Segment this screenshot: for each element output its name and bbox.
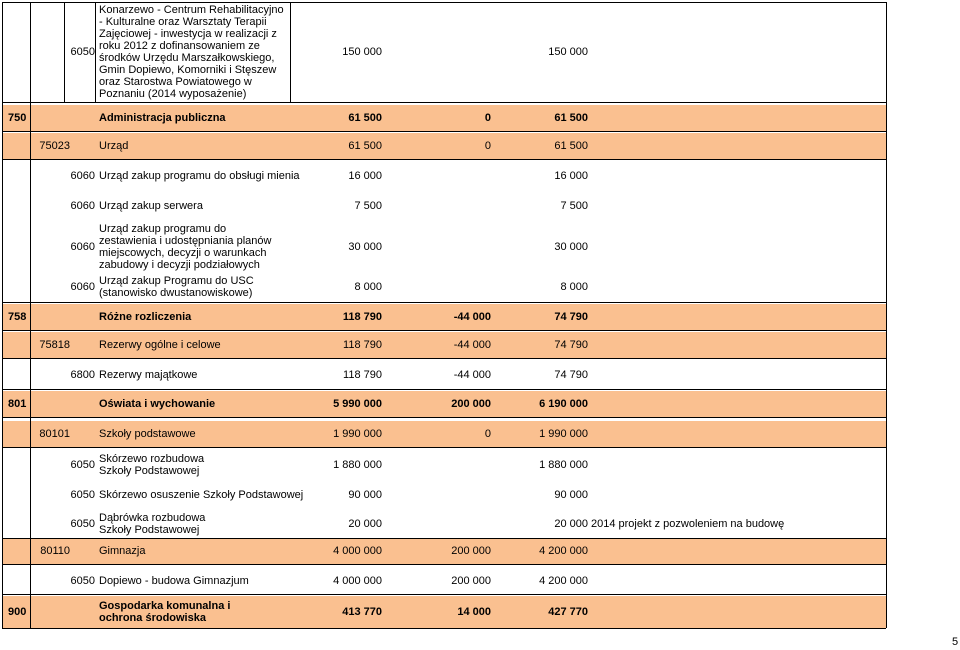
plan-value: 118 790 — [343, 369, 382, 381]
plan-value: 16 000 — [348, 170, 382, 182]
task-name: Różne rozliczenia — [99, 311, 192, 323]
plan-value: 118 790 — [342, 311, 382, 323]
after-change-value: 7 500 — [560, 200, 588, 212]
paragraph-code: 6050 — [70, 518, 95, 530]
task-name: Szkoły podstawowe — [99, 428, 196, 440]
plan-value: 118 790 — [343, 339, 382, 351]
grid-line — [2, 102, 886, 103]
grid-line — [2, 417, 886, 418]
grid-line — [2, 447, 886, 448]
page-number: 5 — [952, 636, 959, 648]
task-name: Rezerwy ogólne i celowe — [99, 339, 221, 351]
chapter-code: 75023 — [39, 140, 70, 152]
plan-value: 5 990 000 — [333, 398, 382, 410]
task-name: Urząd zakup serwera — [99, 200, 203, 212]
chapter-code: 80110 — [40, 545, 70, 557]
paragraph-code: 6060 — [70, 281, 95, 293]
after-change-value: 61 500 — [554, 112, 588, 124]
grid-line — [2, 594, 886, 595]
chapter-code: 75818 — [39, 339, 70, 351]
paragraph-code: 6050 — [70, 575, 95, 587]
grid-line — [2, 538, 886, 539]
paragraph-code: 6050 — [70, 489, 95, 501]
grid-line — [2, 2, 886, 3]
after-change-value: 8 000 — [560, 281, 588, 293]
task-name: Konarzewo - Centrum Rehabilitacyjno - Kulturalne oraz Warsztaty Terapii Zajęciowej - inwestycja w realizacji z roku 2012 z dofinansowaniem ze środków Urzędu Marszałkowskiego, Gmin Dopiewo, Komorniki i Stęszew oraz Starostwa Powiatowego w Poznaniu (2014 wyposażenie) — [99, 4, 284, 100]
change-value: -44 000 — [453, 339, 491, 351]
grid-line — [2, 330, 886, 331]
task-name: Rezerwy majątkowe — [99, 369, 198, 381]
plan-value: 7 500 — [354, 200, 382, 212]
plan-value: 61 500 — [348, 112, 382, 124]
table-row — [2, 304, 886, 330]
table-row — [2, 509, 886, 539]
paragraph-code: 6060 — [70, 170, 95, 182]
grid-line — [2, 131, 886, 132]
task-name: Urząd — [99, 140, 129, 152]
paragraph-code: 6050 — [70, 459, 95, 471]
task-name: Dopiewo - budowa Gimnazjum — [99, 575, 249, 587]
after-change-value: 427 770 — [548, 606, 588, 618]
grid-line — [2, 302, 886, 303]
plan-value: 1 990 000 — [333, 428, 382, 440]
change-value: 200 000 — [451, 575, 491, 587]
table-row — [2, 133, 886, 159]
change-value: 0 — [484, 112, 491, 124]
task-name: Urząd zakup programu do zestawienia i udostępniania planów miejscowych, decyzji o warunkach zabudowy i decyzji podziałowych — [99, 223, 272, 271]
paragraph-code: 6050 — [70, 46, 95, 58]
section-code: 758 — [8, 311, 27, 323]
task-name: Administracja publiczna — [99, 112, 226, 124]
plan-value: 8 000 — [354, 281, 382, 293]
change-value: 0 — [484, 140, 491, 152]
plan-value: 4 000 000 — [333, 575, 382, 587]
table-row — [2, 391, 886, 417]
after-change-value: 16 000 — [554, 170, 588, 182]
table-row — [2, 193, 886, 219]
plan-value: 30 000 — [348, 241, 382, 253]
plan-value: 4 000 000 — [333, 545, 382, 557]
table-row — [2, 105, 886, 131]
grid-line — [2, 564, 886, 565]
after-change-value: 20 000 — [554, 518, 588, 530]
table-row — [2, 450, 886, 480]
plan-value: 413 770 — [342, 606, 382, 618]
task-name: Urząd zakup Programu do USC (stanowisko dwustanowiskowe) — [99, 275, 254, 299]
plan-value: 20 000 — [348, 518, 382, 530]
task-name: Gimnazja — [99, 545, 146, 557]
task-name: Gospodarka komunalna i ochrona środowiska — [99, 600, 231, 624]
plan-value: 90 000 — [348, 489, 382, 501]
task-name: Dąbrówka rozbudowa Szkoły Podstawowej — [99, 512, 206, 536]
table-row — [2, 421, 886, 447]
change-value: -44 000 — [453, 311, 491, 323]
grid-line — [290, 2, 291, 102]
table-row — [2, 482, 886, 508]
grid-line — [95, 2, 96, 102]
grid-line — [64, 2, 65, 102]
after-change-value: 74 790 — [554, 339, 588, 351]
after-change-value: 150 000 — [548, 46, 588, 58]
table-row — [2, 568, 886, 594]
table-row — [2, 596, 886, 628]
after-change-value: 74 790 — [554, 311, 588, 323]
after-change-value: 1 990 000 — [539, 428, 588, 440]
change-value: 200 000 — [451, 398, 491, 410]
after-change-value: 6 190 000 — [539, 398, 588, 410]
task-name: Urząd zakup programu do obsługi mienia — [99, 170, 300, 182]
plan-value: 150 000 — [342, 46, 382, 58]
after-change-value: 90 000 — [554, 489, 588, 501]
task-name: Oświata i wychowanie — [99, 398, 216, 410]
plan-value: 1 880 000 — [333, 459, 382, 471]
after-change-value: 4 200 000 — [539, 545, 588, 557]
change-value: -44 000 — [453, 369, 491, 381]
table-row — [2, 332, 886, 358]
grid-line — [2, 358, 886, 359]
grid-line — [30, 2, 31, 628]
change-value: 0 — [484, 428, 491, 440]
table-row — [2, 362, 886, 388]
section-code: 801 — [8, 398, 27, 410]
change-value: 14 000 — [457, 606, 491, 618]
table-row — [2, 2, 886, 102]
section-code: 900 — [8, 606, 27, 618]
after-change-value: 4 200 000 — [539, 575, 588, 587]
chapter-code: 80101 — [39, 428, 70, 440]
after-change-value: 30 000 — [554, 241, 588, 253]
table-row — [2, 538, 886, 564]
remark-note: 2014 projekt z pozwoleniem na budowę — [591, 518, 785, 530]
after-change-value: 1 880 000 — [539, 459, 588, 471]
change-value: 200 000 — [451, 545, 491, 557]
grid-line — [2, 628, 886, 629]
plan-value: 61 500 — [348, 140, 382, 152]
table-row — [2, 273, 886, 301]
grid-line — [2, 159, 886, 160]
after-change-value: 61 500 — [554, 140, 588, 152]
task-name: Skórzewo osuszenie Szkoły Podstawowej — [99, 489, 304, 501]
after-change-value: 74 790 — [554, 369, 588, 381]
grid-line — [2, 2, 3, 628]
paragraph-code: 6800 — [70, 369, 95, 381]
paragraph-code: 6060 — [70, 200, 95, 212]
task-name: Skórzewo rozbudowa Szkoły Podstawowej — [99, 453, 205, 477]
table-row — [2, 163, 886, 189]
grid-line — [2, 389, 886, 390]
table-row — [2, 221, 886, 273]
paragraph-code: 6060 — [70, 241, 95, 253]
grid-line — [886, 2, 887, 628]
section-code: 750 — [8, 112, 27, 124]
